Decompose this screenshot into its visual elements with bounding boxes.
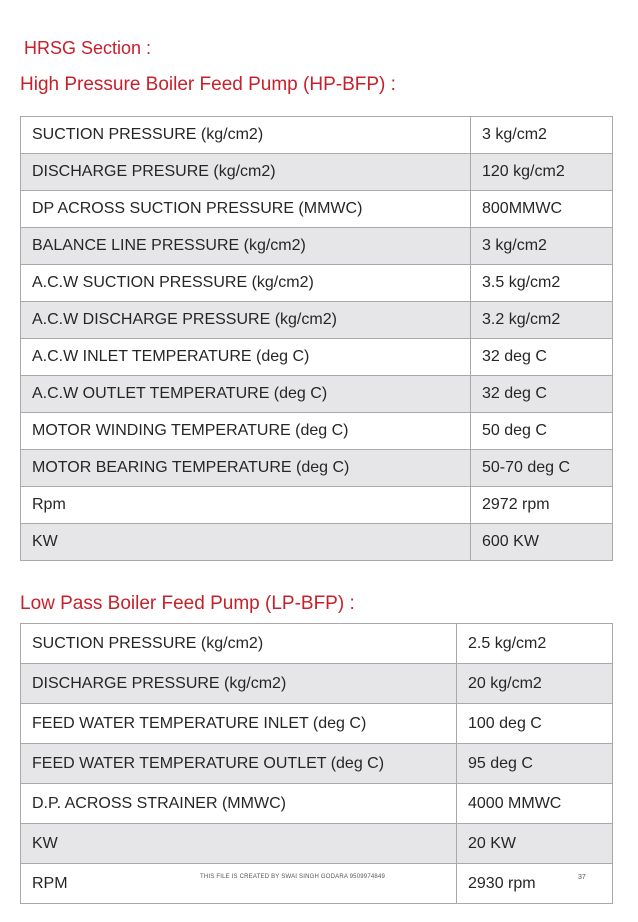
section-heading: HRSG Section : (24, 38, 152, 58)
lp-bfp-title: Low Pass Boiler Feed Pump (LP-BFP) : (20, 593, 355, 614)
param-cell: SUCTION PRESSURE (kg/cm2) (21, 624, 457, 664)
param-cell: SUCTION PRESSURE (kg/cm2) (21, 117, 471, 154)
param-cell: DISCHARGE PRESSURE (kg/cm2) (21, 664, 457, 704)
value-cell: 600 KW (471, 524, 613, 561)
value-cell: 32 deg C (471, 376, 613, 413)
table-row (21, 376, 613, 413)
value-cell: 800MMWC (471, 191, 613, 228)
value-cell: 3 kg/cm2 (471, 228, 613, 265)
param-cell: A.C.W SUCTION PRESSURE (kg/cm2) (21, 265, 471, 302)
table-row (21, 302, 613, 339)
param-cell: D.P. ACROSS STRAINER (MMWC) (21, 784, 457, 824)
footer-credit: THIS FILE IS CREATED BY SWAI SINGH GODARA 9509974849 (200, 874, 386, 880)
value-cell: 3.5 kg/cm2 (471, 265, 613, 302)
value-cell: 20 KW (457, 824, 613, 864)
param-cell: A.C.W INLET TEMPERATURE (deg C) (21, 339, 471, 376)
param-cell: A.C.W DISCHARGE PRESSURE (kg/cm2) (21, 302, 471, 339)
value-cell: 50 deg C (471, 413, 613, 450)
table-row (21, 524, 613, 561)
value-cell: 4000 MMWC (457, 784, 613, 824)
value-cell: 2972 rpm (471, 487, 613, 524)
table-row (21, 824, 613, 864)
lp-bfp-table (20, 623, 613, 904)
table-row (21, 450, 613, 487)
table-row (21, 265, 613, 302)
param-cell: DISCHARGE PRESURE (kg/cm2) (21, 154, 471, 191)
table-row (21, 154, 613, 191)
param-cell: MOTOR BEARING TEMPERATURE (deg C) (21, 450, 471, 487)
page-number: 37 (578, 874, 586, 881)
table-row (21, 413, 613, 450)
value-cell: 100 deg C (457, 704, 613, 744)
table-row (21, 704, 613, 744)
table-row (21, 624, 613, 664)
table-row (21, 744, 613, 784)
table-row (21, 117, 613, 154)
param-cell: KW (21, 524, 471, 561)
value-cell: 3.2 kg/cm2 (471, 302, 613, 339)
param-cell: FEED WATER TEMPERATURE INLET (deg C) (21, 704, 457, 744)
param-cell: BALANCE LINE PRESSURE (kg/cm2) (21, 228, 471, 265)
table-row (21, 864, 613, 904)
param-cell: A.C.W OUTLET TEMPERATURE (deg C) (21, 376, 471, 413)
param-cell: DP ACROSS SUCTION PRESSURE (MMWC) (21, 191, 471, 228)
table-row (21, 487, 613, 524)
table-row (21, 784, 613, 824)
param-cell: MOTOR WINDING TEMPERATURE (deg C) (21, 413, 471, 450)
hp-bfp-table (20, 116, 613, 561)
value-cell: 95 deg C (457, 744, 613, 784)
hp-bfp-title: High Pressure Boiler Feed Pump (HP-BFP) : (20, 74, 396, 95)
value-cell: 3 kg/cm2 (471, 117, 613, 154)
param-cell: RPM (21, 864, 457, 904)
table-row (21, 228, 613, 265)
value-cell: 2.5 kg/cm2 (457, 624, 613, 664)
value-cell: 120 kg/cm2 (471, 154, 613, 191)
param-cell: FEED WATER TEMPERATURE OUTLET (deg C) (21, 744, 457, 784)
param-cell: Rpm (21, 487, 471, 524)
table-row (21, 191, 613, 228)
param-cell: KW (21, 824, 457, 864)
value-cell: 32 deg C (471, 339, 613, 376)
value-cell: 2930 rpm (457, 864, 613, 904)
table-row (21, 339, 613, 376)
table-row (21, 664, 613, 704)
value-cell: 50-70 deg C (471, 450, 613, 487)
value-cell: 20 kg/cm2 (457, 664, 613, 704)
